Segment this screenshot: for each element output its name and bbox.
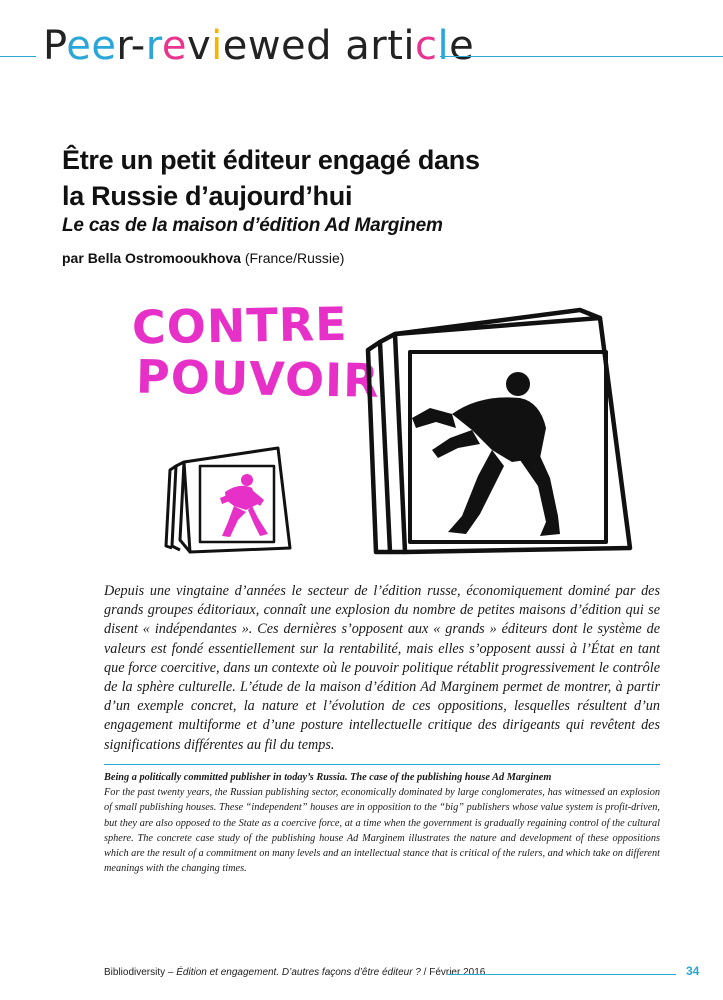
author-origin: (France/Russie) xyxy=(240,250,345,266)
section-title-part: ewed arti xyxy=(222,23,416,69)
section-title-part: P xyxy=(43,23,67,69)
section-title-part: e xyxy=(449,23,475,69)
page-number: 34 xyxy=(686,964,700,978)
section-title-part: i xyxy=(211,23,223,69)
abstract-english-body: For the past twenty years, the Russian publishing sector, economically dominated by large conglomerates, has witnessed an explosion of small publishing houses. These “independent” houses are in opposition to the “big” publishers whose value system is profit-driven, but they are also opposed to the State as a coercive force, at a time when the government is gradually regaining control of the cultural sphere. The concrete case study of the publishing house Ad Marginem illustrates the nature and development of these oppositions which are the result of a commitment on many levels and an intellectual stance that is critical of the rulers, and which take on different meanings with the changing times. xyxy=(104,787,660,875)
section-title-part: r- xyxy=(116,23,146,69)
abstract-french: Depuis une vingtaine d’années le secteur de l’édition russe, économiquement dominé par des grands groupes éditoriaux, connaît une explosion du nombre de petites maisons d’édition qui se disent « indépendantes ». Ces dernières s’opposent aux « grands » éditeurs dont le système de valeurs est fondé essentiellement sur la rentabilité, mais elles s’opposent aussi à l’État en tant que force coercitive, dans un contexte où le pouvoir politique rétablit progressivement le contrôle de la sphère culturelle. L’étude de la maison d’édition Ad Marginem permet de montrer, à partir d’un exemple concret, la nature et l’évolution de ces oppositions, lesquelles résultent d’un engagement multiforme et d’une posture intellectuelle critique des dirigeants qui revêtent des significations différentes au fil du temps. xyxy=(104,583,660,753)
section-title-part: c xyxy=(415,23,438,69)
section-title-part: r xyxy=(145,23,162,69)
footer-rule xyxy=(448,974,676,975)
header-rule-right xyxy=(440,56,723,57)
header-rule-left xyxy=(0,56,36,57)
abstract-divider xyxy=(104,764,660,765)
illustration-text-line1: CONTRE xyxy=(131,296,348,355)
footer xyxy=(104,967,485,978)
byline xyxy=(62,250,344,266)
section-title-part: e xyxy=(161,23,187,69)
article-title xyxy=(62,142,662,214)
footer-journal: Bibliodiversity – xyxy=(104,967,177,978)
title-line-1: Être un petit éditeur engagé dans xyxy=(62,145,480,175)
title-line-2: la Russie d’aujourd’hui xyxy=(62,181,353,211)
abstract-english xyxy=(104,770,660,876)
section-title-part: ee xyxy=(66,23,117,69)
footer-date: / Février 2016 xyxy=(420,967,486,978)
author-name: Bella Ostromooukhova xyxy=(87,250,241,266)
article-subtitle: Le cas de la maison d’édition Ad Marginem xyxy=(62,215,443,236)
footer-issue: Édition et engagement. D’autres façons d’être éditeur ? xyxy=(176,967,421,978)
byline-prefix: par xyxy=(62,250,88,266)
section-title xyxy=(43,23,475,69)
article-illustration xyxy=(100,290,660,570)
section-title-part: l xyxy=(437,23,450,69)
illustration-text-line2: POUVOIR xyxy=(135,349,381,408)
section-title-part: v xyxy=(186,23,212,69)
abstract-english-title: Being a politically committed publisher in today’s Russia. The case of the publishing house Ad Marginem xyxy=(104,772,552,783)
